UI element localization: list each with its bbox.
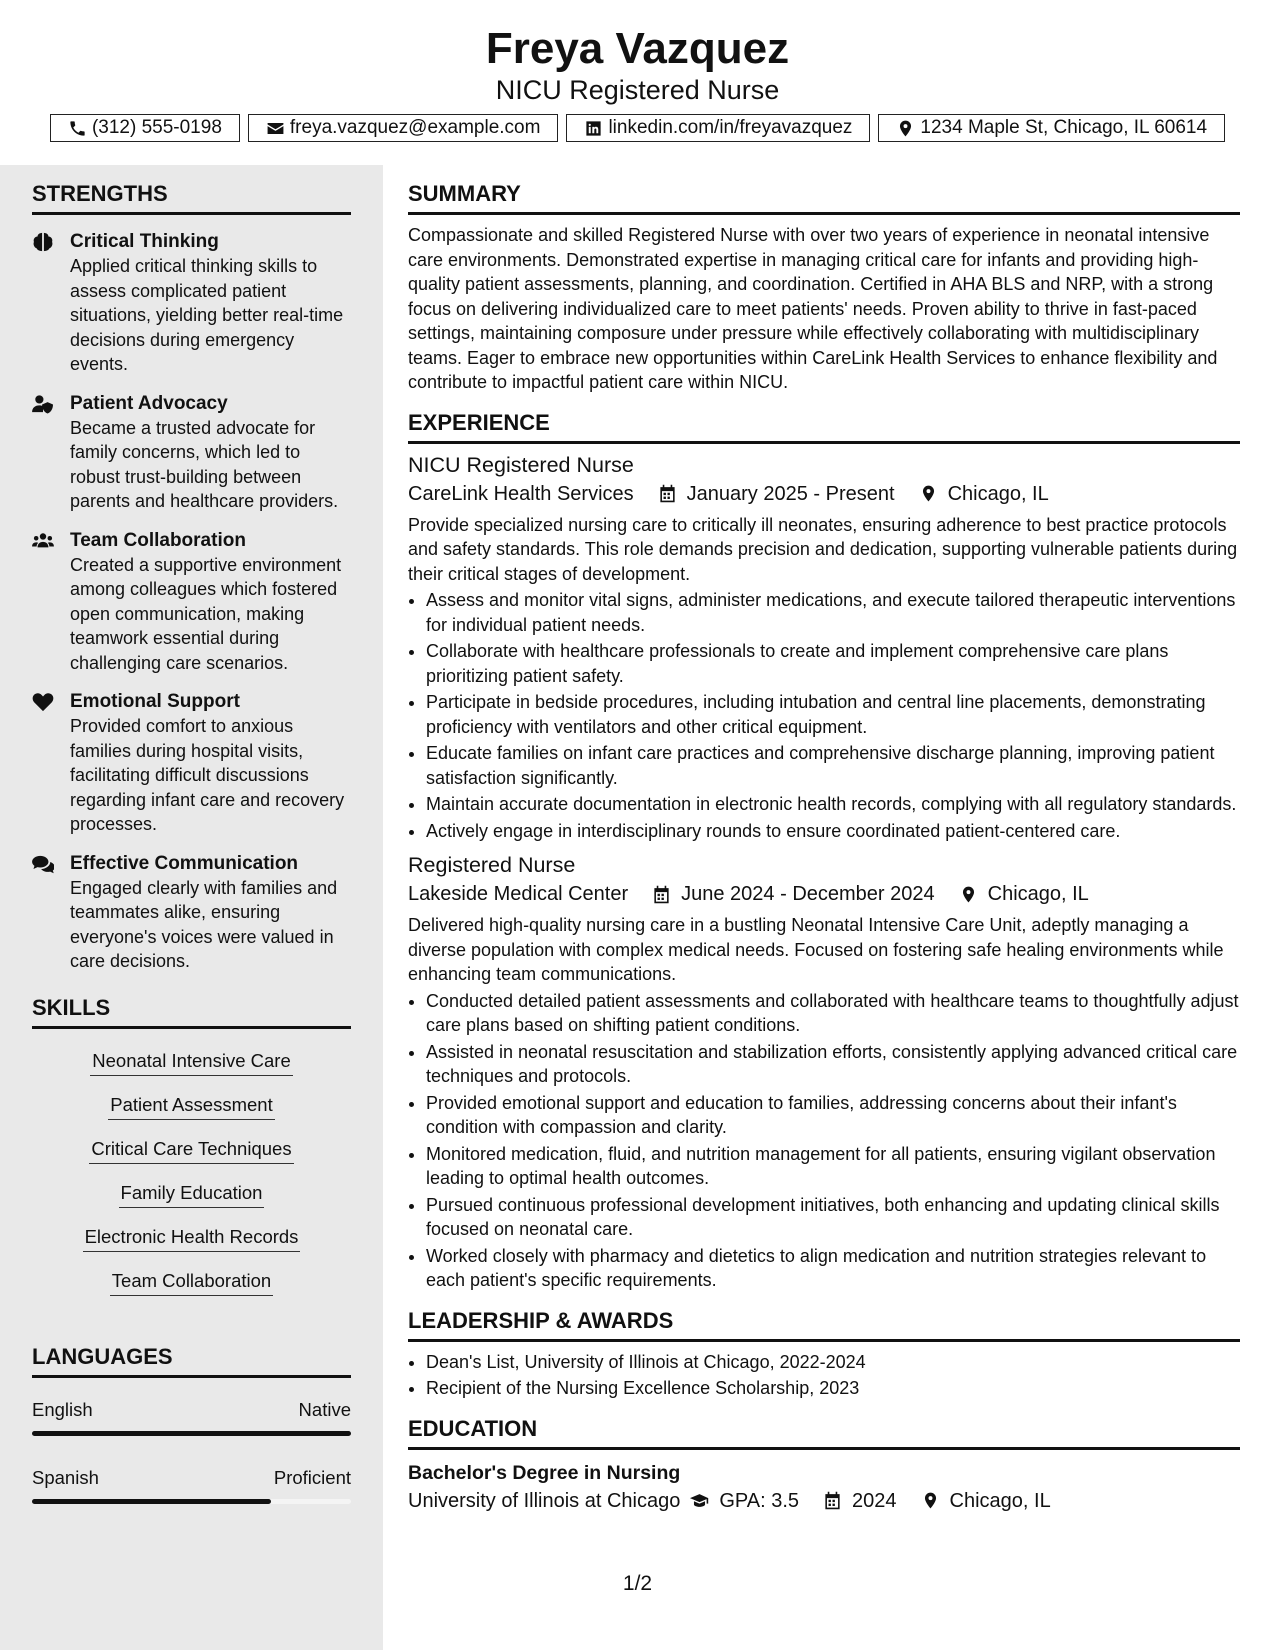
address-text: 1234 Maple St, Chicago, IL 60614 bbox=[920, 117, 1208, 138]
skill-tag: Neonatal Intensive Care bbox=[90, 1048, 292, 1076]
language-bar-fill bbox=[32, 1431, 351, 1436]
awards-heading: LEADERSHIP & AWARDS bbox=[408, 1307, 1240, 1342]
job-bullets bbox=[408, 989, 1240, 1293]
candidate-role: NICU Registered Nurse bbox=[495, 75, 780, 105]
job-bullet: • Educate families on infant care practices and comprehensive discharge planning, improving patient satisfaction significantly. bbox=[426, 741, 1240, 790]
job-bullet: • Collaborate with healthcare professionals to create and implement comprehensive care plans prioritizing patient safety. bbox=[426, 639, 1240, 688]
job-title: NICU Registered Nurse bbox=[408, 452, 634, 477]
envelope-icon bbox=[266, 119, 285, 138]
user-shield-icon bbox=[32, 391, 70, 514]
education-meta bbox=[408, 1486, 1240, 1516]
heart-icon bbox=[32, 689, 70, 837]
strength-desc: Engaged clearly with families and teammates alike, ensuring everyone's voices were valued in care decisions. bbox=[70, 877, 338, 971]
strength-desc: Provided comfort to anxious families during hospital visits, facilitating difficult discussions regarding infant care and recovery processes. bbox=[70, 716, 345, 834]
experience-heading: EXPERIENCE bbox=[408, 409, 1240, 444]
skill-tag: Electronic Health Records bbox=[83, 1224, 301, 1252]
email-text: freya.vazquez@example.com bbox=[289, 117, 541, 138]
comments-icon bbox=[32, 851, 70, 974]
job-description: Delivered high-quality nursing care in a bustling Neonatal Intensive Care Unit, adeptly managing a diverse population with complex medical needs. Focused on fostering safe healing environments while enhancing team communications. bbox=[408, 915, 1224, 984]
contact-address[interactable] bbox=[878, 114, 1225, 142]
strength-desc: Applied critical thinking skills to assess complicated patient situations, yielding better real-time decisions during emergency events. bbox=[70, 256, 344, 374]
strength-item bbox=[32, 391, 351, 514]
skills-heading: SKILLS bbox=[32, 994, 351, 1029]
job-title: Registered Nurse bbox=[408, 853, 576, 877]
language-bar-fill bbox=[32, 1499, 271, 1504]
language-name: English bbox=[32, 1398, 93, 1420]
strength-item bbox=[32, 851, 351, 974]
language-item bbox=[32, 1466, 351, 1504]
strength-item bbox=[32, 689, 351, 837]
candidate-name: Freya Vazquez bbox=[485, 24, 790, 73]
strength-title: Emotional Support bbox=[70, 691, 240, 712]
map-pin-icon bbox=[919, 484, 938, 503]
strength-title: Patient Advocacy bbox=[70, 392, 228, 414]
job-meta bbox=[408, 879, 1240, 909]
job-bullet: • Participate in bedside procedures, including intubation and central line placements, demonstrating proficiency with ventilators and other critical equipment. bbox=[426, 690, 1240, 739]
skill-tag: Patient Assessment bbox=[108, 1092, 274, 1120]
awards-list bbox=[408, 1350, 1240, 1401]
language-level: Native bbox=[298, 1398, 351, 1420]
job-bullet: • Worked closely with pharmacy and dietetics to align medication and nutrition strategies relevant to each patient's specific requirements. bbox=[426, 1244, 1240, 1293]
strength-desc: Created a supportive environment among colleagues which fostered open communication, making teamwork essential during challenging care scenarios. bbox=[70, 554, 342, 673]
gpa: GPA: 3.5 bbox=[719, 1489, 800, 1512]
skill-tag: Critical Care Techniques bbox=[89, 1136, 293, 1164]
strength-item bbox=[32, 528, 351, 676]
skill-tag: Team Collaboration bbox=[110, 1268, 273, 1296]
map-pin-icon bbox=[959, 885, 978, 904]
languages-heading: LANGUAGES bbox=[32, 1343, 351, 1378]
graduation-year: 2024 bbox=[852, 1489, 897, 1512]
job-bullet: • Monitored medication, fluid, and nutrition management for all patients, ensuring vigilant observation leading to optimal health outcomes. bbox=[426, 1142, 1240, 1191]
job-bullet: • Conducted detailed patient assessments and collaborated with healthcare teams to thoughtfully adjust care plans based on shifting patient conditions. bbox=[426, 989, 1240, 1038]
school-name: University of Illinois at Chicago bbox=[408, 1489, 681, 1512]
job-dates: June 2024 - December 2024 bbox=[681, 883, 935, 905]
calendar-icon bbox=[823, 1491, 842, 1510]
strength-title: Team Collaboration bbox=[70, 529, 246, 551]
job-entry bbox=[408, 851, 1240, 1293]
job-bullet: • Actively engage in interdisciplinary rounds to ensure coordinated patient-centered care. bbox=[426, 819, 1240, 844]
language-bar bbox=[32, 1431, 351, 1436]
job-dates: January 2025 - Present bbox=[686, 482, 895, 505]
linkedin-text: linkedin.com/in/freyavazquez bbox=[608, 117, 853, 138]
strength-title: Effective Communication bbox=[70, 852, 299, 874]
contact-email[interactable] bbox=[248, 114, 559, 142]
job-description: Provide specialized nursing care to critically ill neonates, ensuring adherence to best practice protocols and safety standards. This role demands precision and dedication, supporting vulnerable patients during their critical stages of development. bbox=[408, 514, 1238, 584]
language-level: Proficient bbox=[273, 1466, 351, 1488]
strength-desc: Became a trusted advocate for family concerns, which led to robust trust-building between parents and healthcare providers. bbox=[70, 417, 339, 511]
company-name: Lakeside Medical Center bbox=[408, 883, 629, 905]
sidebar bbox=[0, 165, 383, 1650]
summary-text: Compassionate and skilled Registered Nurse with over two years of experience in neonatal intensive care environments. Demonstrated expertise in managing critical care for infants and providing high-quality patient assessments, planning, and coordination. Certified in AHA BLS and NRP, with a strong focus on delivering individualized care to meet patients' needs. Proven ability to thrive in fast-paced settings, maintaining composure under pressure while effectively collaborating with multidisciplinary teams. Eager to embrace new opportunities within CareLink Health Services to enhance flexibility and contribute to impactful patient care within NICU. bbox=[408, 225, 1218, 392]
strength-item bbox=[32, 229, 351, 377]
contact-phone[interactable] bbox=[50, 114, 240, 142]
award-item: • Dean's List, University of Illinois at Chicago, 2022-2024 bbox=[426, 1350, 1240, 1375]
job-entry bbox=[408, 451, 1240, 844]
calendar-icon bbox=[652, 885, 671, 904]
language-name: Spanish bbox=[32, 1466, 99, 1488]
company-name: CareLink Health Services bbox=[408, 482, 634, 505]
linkedin-icon bbox=[584, 119, 603, 138]
brain-icon bbox=[32, 229, 70, 377]
job-bullet: • Assess and monitor vital signs, administer medications, and execute tailored therapeutic interventions for individual patient needs. bbox=[426, 588, 1240, 637]
strength-title: Critical Thinking bbox=[70, 231, 219, 252]
map-pin-icon bbox=[896, 119, 915, 138]
phone-text: (312) 555-0198 bbox=[91, 117, 222, 138]
contact-linkedin[interactable] bbox=[566, 114, 870, 142]
users-icon bbox=[32, 528, 70, 676]
school-location: Chicago, IL bbox=[949, 1489, 1051, 1512]
job-bullet: • Provided emotional support and education to families, addressing concerns about their infant's condition with compassion and clarity. bbox=[426, 1091, 1240, 1140]
job-location: Chicago, IL bbox=[947, 482, 1049, 505]
strengths-heading: STRENGTHS bbox=[32, 180, 351, 215]
language-bar bbox=[32, 1499, 351, 1504]
phone-icon bbox=[68, 119, 87, 138]
graduation-cap-icon bbox=[690, 1491, 709, 1510]
page-number: 1/2 bbox=[622, 1572, 653, 1595]
language-item bbox=[32, 1398, 351, 1436]
summary-heading: SUMMARY bbox=[408, 180, 1240, 215]
calendar-icon bbox=[658, 484, 677, 503]
job-bullet: • Maintain accurate documentation in electronic health records, complying with all regulatory standards. bbox=[426, 792, 1240, 817]
award-item: • Recipient of the Nursing Excellence Scholarship, 2023 bbox=[426, 1376, 1240, 1401]
education-heading: EDUCATION bbox=[408, 1415, 1240, 1450]
job-location: Chicago, IL bbox=[987, 883, 1089, 905]
map-pin-icon bbox=[921, 1491, 940, 1510]
main-content bbox=[408, 165, 1240, 1516]
resume-header bbox=[0, 0, 1275, 165]
degree-title: Bachelor's Degree in Nursing bbox=[408, 1461, 681, 1484]
contact-bar bbox=[0, 114, 1275, 142]
skills-list bbox=[32, 1041, 351, 1305]
job-bullet: • Pursued continuous professional development initiatives, both enhancing and updating clinical skills focused on neonatal care. bbox=[426, 1193, 1240, 1242]
job-meta bbox=[408, 479, 1240, 509]
job-bullets bbox=[408, 588, 1240, 843]
skill-tag: Family Education bbox=[119, 1180, 265, 1208]
job-bullet: • Assisted in neonatal resuscitation and stabilization efforts, consistently applying advanced critical care techniques and protocols. bbox=[426, 1040, 1240, 1089]
